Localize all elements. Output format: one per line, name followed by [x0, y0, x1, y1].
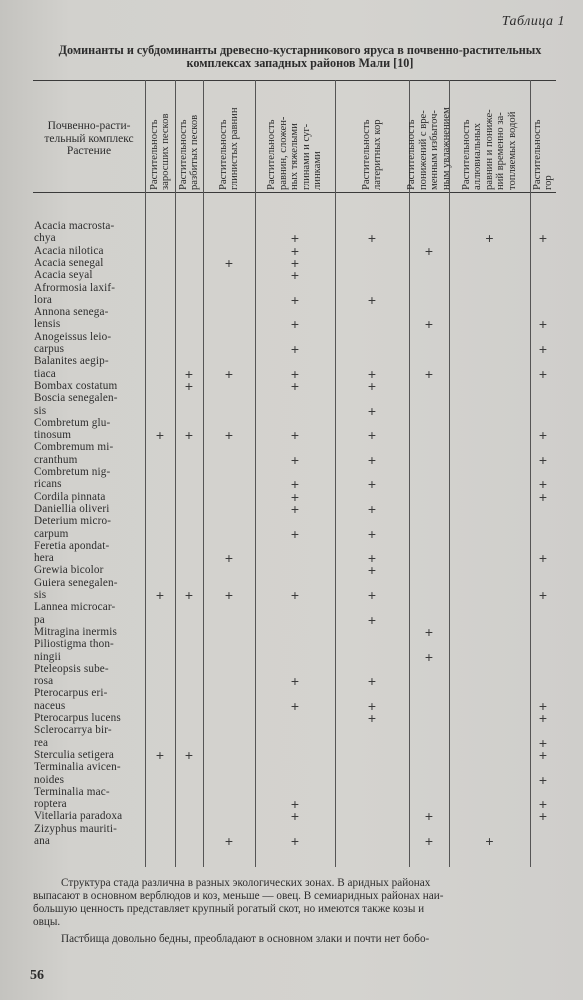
presence-mark: +	[224, 833, 234, 849]
presence-mark: +	[367, 291, 377, 308]
presence-mark: +	[538, 488, 548, 505]
plant-name: Daniellia oliveri	[34, 502, 110, 515]
presence-mark: +	[424, 833, 434, 849]
column-header-line: ний временно за-	[495, 112, 507, 190]
presence-mark: +	[184, 587, 194, 603]
presence-mark: +	[367, 562, 377, 579]
column-header-line: менным избыточ-	[429, 110, 440, 190]
presence-mark: +	[424, 316, 434, 333]
presence-mark: +	[538, 796, 548, 813]
column-divider	[175, 80, 176, 867]
column-header-line: Растительность	[460, 119, 472, 190]
presence-mark: +	[367, 611, 377, 628]
presence-mark: +	[224, 254, 234, 271]
presence-mark: +	[424, 808, 434, 825]
presence-mark: +	[538, 587, 548, 603]
column-divider	[449, 80, 450, 867]
plant-name: ana	[34, 835, 50, 847]
presence-mark: +	[224, 365, 234, 382]
plant-name: carpum	[34, 527, 69, 540]
presence-mark: +	[290, 587, 300, 603]
table-top-rule	[33, 80, 556, 81]
plant-name: Zizyphus mauriti-	[34, 822, 118, 835]
presence-mark: +	[184, 427, 194, 444]
presence-mark: +	[367, 427, 377, 444]
column-header-line: глинистых равнин	[229, 107, 240, 190]
presence-mark: +	[538, 341, 548, 357]
column-header-line: Растительность	[177, 119, 189, 190]
column-header-line: гор	[543, 175, 554, 190]
presence-mark: +	[424, 242, 434, 259]
plant-name: Afrormosia laxif-	[34, 281, 116, 294]
column-header-line: линками	[312, 151, 324, 190]
plant-name: Grewia bicolor	[34, 564, 104, 577]
column-header-line: Растительность	[406, 119, 417, 190]
column-divider	[145, 80, 146, 867]
presence-mark: +	[367, 697, 377, 714]
plant-name: cranthum	[34, 453, 78, 466]
presence-mark: +	[367, 377, 377, 394]
presence-mark: +	[367, 365, 377, 382]
plant-name: chya	[34, 232, 56, 245]
presence-mark: +	[290, 833, 300, 849]
plant-name: Combremum mi-	[34, 441, 114, 454]
presence-mark: +	[290, 673, 300, 690]
presence-mark: +	[290, 230, 300, 247]
plant-name: Acacia senegal	[34, 256, 104, 269]
column-divider	[530, 80, 531, 867]
presence-mark: +	[290, 267, 300, 284]
plant-name: rosa	[34, 675, 54, 688]
presence-mark: +	[367, 476, 377, 493]
corner-header-line: Растение	[66, 145, 112, 157]
column-header-line: равнин и пониже-	[483, 109, 495, 190]
corner-header-line: тельный комплекс	[44, 132, 134, 145]
plant-name: Lannea microcar-	[34, 601, 116, 614]
presence-mark: +	[155, 587, 165, 603]
presence-mark: +	[290, 341, 300, 357]
column-header-line: Растительность	[531, 119, 543, 190]
presence-mark: +	[290, 796, 300, 813]
plant-name: tiaca	[34, 367, 56, 380]
plant-name: Piliostigma thon-	[34, 638, 114, 651]
presence-mark: +	[538, 697, 548, 714]
plant-name: Pteleopsis sube-	[34, 662, 109, 675]
plant-name: Feretia apondat-	[34, 539, 110, 552]
plant-name: Annona senega-	[34, 306, 109, 319]
plant-name: rea	[34, 736, 49, 749]
presence-mark: +	[290, 291, 300, 308]
presence-mark: +	[224, 587, 234, 603]
presence-mark: +	[424, 365, 434, 382]
plant-name: Vitellaria paradoxa	[34, 810, 123, 823]
presence-mark: +	[538, 550, 548, 567]
presence-mark: +	[367, 230, 377, 247]
column-header-line: равнин, сложен-	[277, 116, 289, 190]
plant-name: Guiera senegalen-	[34, 576, 118, 589]
column-divider	[409, 80, 410, 867]
plant-name: pa	[34, 613, 45, 626]
presence-mark: +	[290, 476, 300, 493]
plant-name: ningii	[34, 650, 62, 663]
presence-mark: +	[538, 230, 548, 247]
presence-mark: +	[155, 427, 165, 444]
column-divider	[203, 80, 204, 867]
presence-mark: +	[224, 427, 234, 444]
plant-name: ricans	[34, 478, 62, 491]
presence-mark: +	[290, 488, 300, 505]
presence-mark: +	[485, 833, 494, 849]
presence-mark: +	[485, 230, 494, 247]
presence-mark: +	[538, 365, 548, 382]
plant-name: Pterocarpus eri-	[34, 687, 108, 700]
plant-name: Balanites aegip-	[34, 355, 109, 368]
presence-mark: +	[538, 316, 548, 333]
presence-mark: +	[424, 648, 434, 665]
plant-name: Terminalia mac-	[34, 785, 110, 798]
column-header-line: латеритных кор	[372, 119, 383, 190]
presence-mark: +	[538, 476, 548, 493]
plant-name: roptera	[34, 798, 67, 811]
page-number: 56	[30, 968, 44, 983]
paragraph-line: Структура стада различна в разных экологических зонах. В аридных районах	[61, 877, 431, 889]
presence-mark: +	[184, 377, 194, 394]
plant-name: Sclerocarrya bir-	[34, 724, 112, 737]
plant-name: Sterculia setigera	[34, 748, 115, 761]
plant-name: sis	[34, 404, 47, 417]
presence-mark: +	[538, 710, 548, 726]
presence-mark: +	[367, 451, 377, 468]
presence-mark: +	[538, 451, 548, 468]
presence-mark: +	[538, 808, 548, 825]
presence-mark: +	[290, 427, 300, 444]
presence-mark: +	[155, 746, 165, 763]
presence-mark: +	[367, 587, 377, 603]
table-title-line-1: Доминанты и субдоминанты древесно-кустарникового яруса в почвенно-растительных	[58, 43, 542, 57]
column-divider	[335, 80, 336, 867]
column-header-line: заросших песков	[160, 113, 171, 190]
presence-mark: +	[367, 500, 377, 517]
presence-mark: +	[290, 500, 300, 517]
presence-mark: +	[424, 623, 434, 640]
plant-name: naceus	[34, 699, 66, 712]
plant-name: Bombax costatum	[34, 379, 118, 392]
presence-mark: +	[538, 746, 548, 763]
presence-mark: +	[367, 525, 377, 542]
plant-name: Combretum nig-	[34, 466, 111, 478]
presence-mark: +	[290, 377, 300, 394]
presence-mark: +	[290, 242, 300, 259]
column-header-line: ным увлажнением	[440, 107, 452, 190]
column-header-line: аллювиальных	[472, 123, 484, 190]
presence-mark: +	[290, 808, 300, 825]
plant-name: Acacia seyal	[34, 269, 93, 282]
plant-name: lora	[34, 293, 52, 306]
plant-name: tinosum	[34, 429, 72, 442]
plant-name: Acacia macrosta-	[34, 220, 115, 232]
presence-mark: +	[184, 365, 194, 382]
plant-name: Boscia senegalen-	[34, 392, 118, 405]
table-title	[30, 44, 570, 70]
column-header-line: Растительность	[217, 119, 229, 190]
presence-mark: +	[367, 673, 377, 690]
column-header-line: разбитых песков	[189, 114, 200, 190]
plant-name: Terminalia avicen-	[34, 761, 121, 774]
plant-name: Pterocarpus lucens	[34, 712, 121, 724]
plant-name: Anogeissus leio-	[34, 330, 112, 343]
plant-name: Deterium micro-	[34, 515, 112, 528]
plant-name: lensis	[34, 318, 61, 331]
paragraph-pastures: Пастбища довольно бедны, преобладают в основном злаки и почти нет бобо-	[61, 933, 430, 945]
presence-mark: +	[538, 734, 548, 751]
paragraph-herd-structure	[33, 877, 553, 929]
column-header-line: глинами и суг-	[300, 123, 312, 190]
column-header-line: Растительность	[266, 119, 278, 190]
column-header-line: понижений с вре-	[417, 110, 429, 190]
plant-name: sis	[34, 589, 47, 601]
presence-mark: +	[367, 402, 377, 419]
plant-name: carpus	[34, 343, 65, 355]
presence-mark: +	[224, 550, 234, 567]
plant-name: hera	[34, 552, 54, 565]
column-header-line: топляемых водой	[506, 111, 518, 190]
plant-name: Cordila pinnata	[34, 490, 106, 503]
plant-name: Combretum glu-	[34, 416, 111, 429]
presence-mark: +	[367, 550, 377, 567]
presence-mark: +	[290, 451, 300, 468]
presence-mark: +	[290, 525, 300, 542]
presence-mark: +	[290, 697, 300, 714]
presence-mark: +	[184, 746, 194, 763]
plant-name: Mitragina inermis	[34, 625, 118, 638]
presence-mark: +	[290, 316, 300, 333]
paragraph-line: большую ценность представляет крупный рогатый скот, но имеются также козы и	[33, 903, 425, 915]
plant-name: Acacia nilotica	[34, 244, 104, 257]
corner-header	[33, 120, 145, 158]
plant-name: noides	[34, 773, 65, 786]
paragraph-line: овцы.	[33, 916, 61, 928]
column-header-line: ных тяжелыми	[289, 123, 301, 190]
table-header-rule	[33, 192, 556, 193]
dominants-table	[33, 80, 556, 867]
table-label: Таблица 1	[501, 14, 565, 29]
column-divider	[255, 80, 256, 867]
column-header-line: Растительность	[148, 119, 160, 190]
presence-mark: +	[538, 427, 548, 444]
paragraph-line: выпасают в основном верблюдов и коз, меньше — овец. В семиаридных районах наи-	[33, 890, 444, 902]
corner-header-line: Почвенно-расти-	[47, 120, 131, 132]
presence-mark: +	[367, 710, 377, 726]
presence-mark: +	[290, 254, 300, 271]
presence-mark: +	[290, 365, 300, 382]
table-title-line-2: комплексах западных районов Мали [10]	[186, 56, 414, 70]
column-header-line: Растительность	[360, 119, 372, 190]
presence-mark: +	[538, 771, 548, 788]
